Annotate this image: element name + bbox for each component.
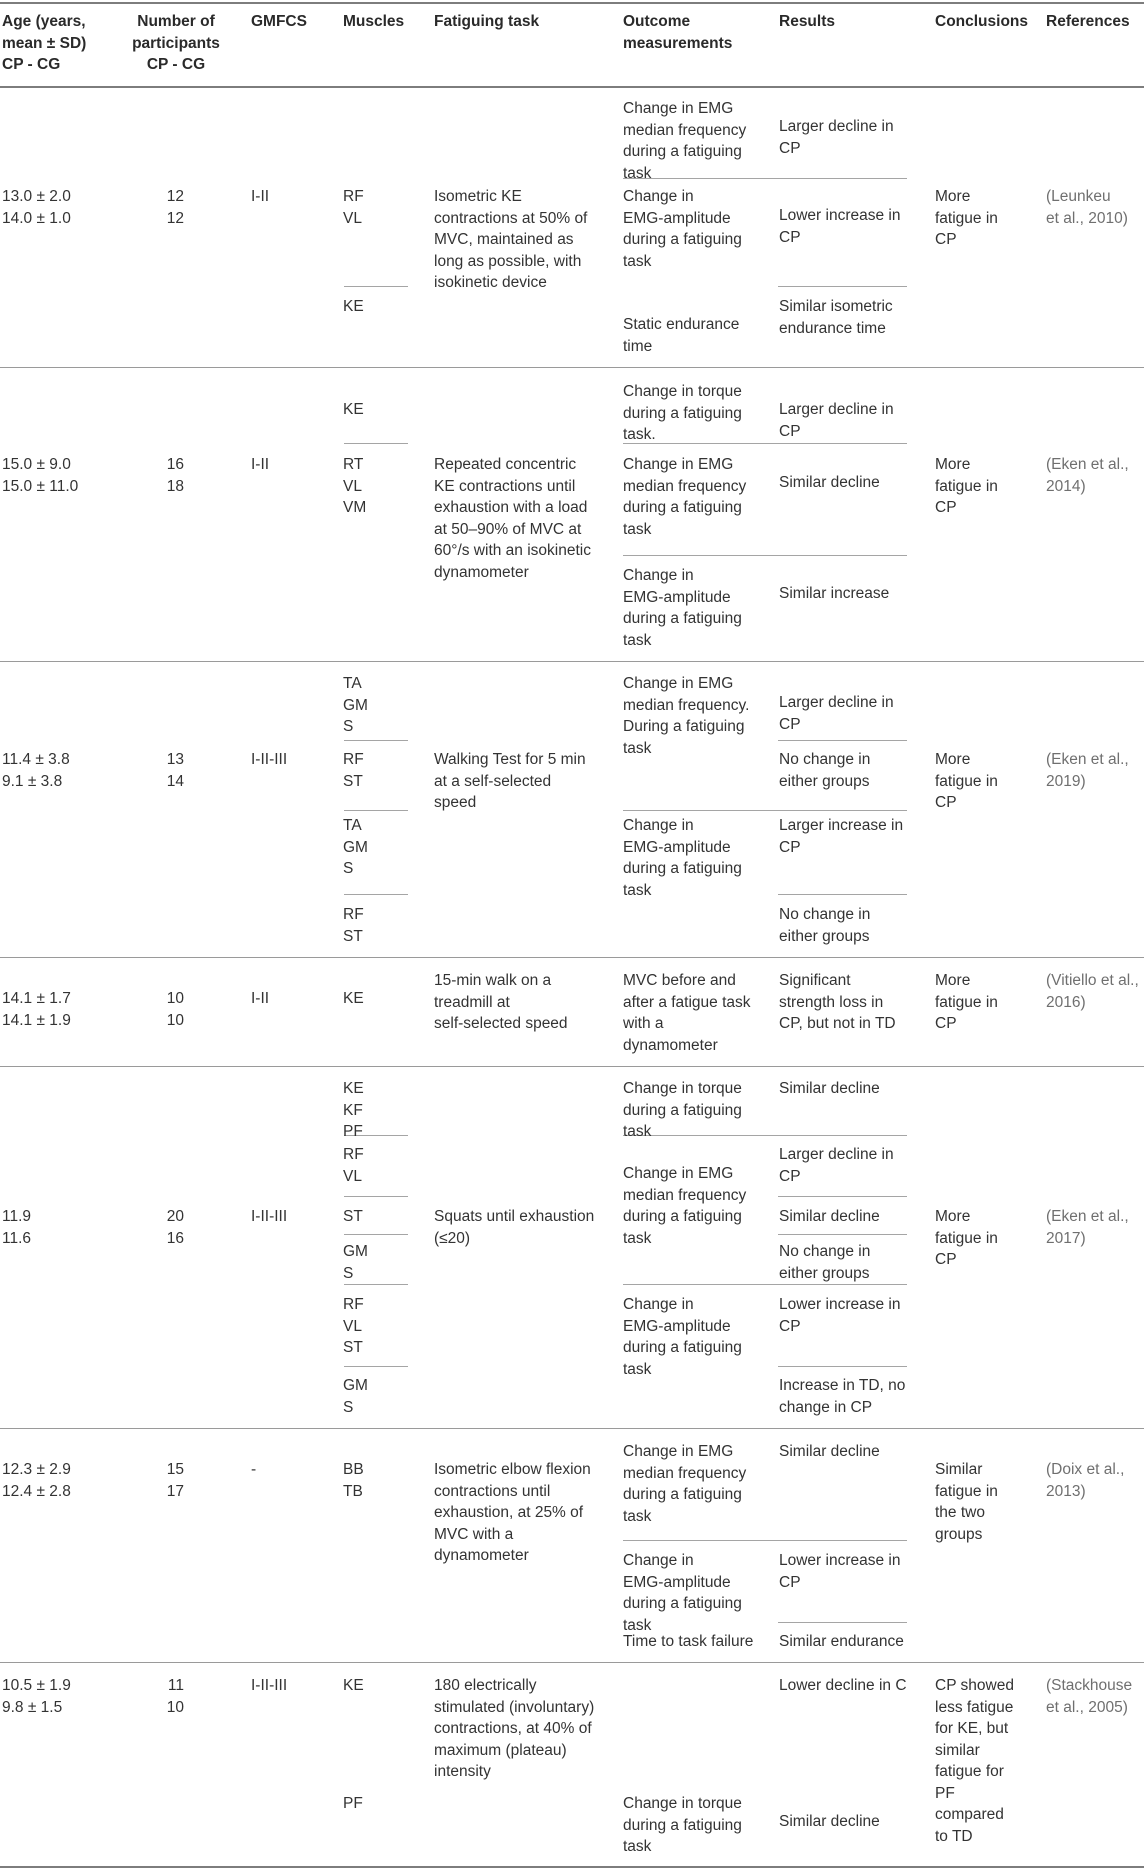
table-top-rule [0, 2, 1144, 4]
reference-link[interactable]: (Eken et al., 2019) [1046, 751, 1129, 790]
reference-link[interactable]: (Vitiello et al., 2016) [1046, 972, 1139, 1011]
sub-divider [778, 1622, 907, 1623]
muscles: RF ST [343, 751, 364, 790]
sub-divider [623, 810, 907, 811]
muscles: TA GM S [343, 675, 368, 735]
result: Similar increase [779, 585, 890, 602]
fatiguing-task: Isometric elbow flexion contractions until exhaustion, at 25% of MVC with a dynamometer [434, 1461, 591, 1564]
gmfcs: I-II-III [251, 1677, 288, 1694]
participants: 15 17 [166, 1461, 184, 1500]
outcome: Change in EMG median frequency during a fatiguing task [623, 456, 747, 538]
conclusion: More fatigue in CP [935, 1208, 998, 1268]
outcome: Time to task failure [623, 1633, 754, 1650]
header-gmfcs: GMFCS [251, 13, 307, 30]
sub-divider [623, 1284, 907, 1285]
table-bottom-rule [0, 1866, 1144, 1868]
muscles: GM S [343, 1377, 368, 1416]
outcome: Change in EMG-amplitude during a fatiguing task [623, 1552, 742, 1634]
conclusion: CP showed less fatigue for KE, but similar fatigue for PF compared to TD [935, 1677, 1014, 1845]
sub-divider [778, 1366, 907, 1367]
muscles: RF VL ST [343, 1296, 364, 1356]
conclusion: Similar fatigue in the two groups [935, 1461, 998, 1543]
gmfcs: I-II [251, 990, 270, 1007]
muscles: GM S [343, 1243, 368, 1282]
gmfcs: - [251, 1461, 257, 1478]
sub-divider [344, 1196, 408, 1197]
muscles: BB TB [343, 1461, 364, 1500]
muscles: RF VL [343, 188, 364, 227]
participants: 20 16 [166, 1208, 184, 1247]
participants: 12 12 [166, 188, 184, 227]
sub-divider [344, 810, 408, 811]
result: Similar decline [779, 1208, 880, 1225]
outcome: Change in torque during a fatiguing task [623, 1080, 742, 1140]
age: 12.3 ± 2.9 12.4 ± 2.8 [2, 1461, 71, 1500]
sub-divider [778, 1234, 907, 1235]
muscles: ST [343, 1208, 363, 1225]
sub-divider [344, 1234, 408, 1235]
result: Lower increase in CP [779, 1552, 901, 1591]
row-rule [0, 1066, 1144, 1067]
outcome: Change in EMG-amplitude during a fatiguing task [623, 817, 742, 899]
result: Similar decline [779, 1443, 880, 1460]
sub-divider [623, 1540, 907, 1541]
row-rule [0, 957, 1144, 958]
header-participants: Number of participants CP - CG [132, 13, 220, 73]
result: No change in either groups [779, 751, 871, 790]
outcome: Change in EMG median frequency. During a fatiguing task [623, 675, 750, 757]
header-conclusions: Conclusions [935, 13, 1029, 30]
result: Increase in TD, no change in CP [779, 1377, 906, 1416]
fatiguing-task: 180 electrically stimulated (involuntary) contractions, at 40% of maximum (plateau) intensity [434, 1677, 595, 1780]
row-rule [0, 1428, 1144, 1429]
reference-link[interactable]: (Stackhouse et al., 2005) [1046, 1677, 1133, 1716]
header-bottom-rule [0, 86, 1144, 88]
result: Lower increase in CP [779, 1296, 901, 1335]
reference-link[interactable]: (Leunkeu et al., 2010) [1046, 188, 1128, 227]
sub-divider [344, 286, 408, 287]
outcome: Change in EMG median frequency during a fatiguing task [623, 100, 747, 182]
result: Similar isometric endurance time [779, 298, 893, 337]
muscles: RT VL VM [343, 456, 367, 516]
muscles: PF [343, 1795, 363, 1812]
header-outcome: Outcome measurements [623, 13, 733, 52]
muscles: KE [343, 401, 364, 418]
age: 13.0 ± 2.0 14.0 ± 1.0 [2, 188, 71, 227]
result: Lower decline in C [779, 1677, 907, 1694]
muscles: KE [343, 1677, 364, 1694]
fatiguing-task: Repeated concentric KE contractions until exhaustion with a load at 50–90% of MVC at 60°/s with an isokinetic dynamometer [434, 456, 591, 581]
participants: 10 10 [166, 990, 184, 1029]
header-muscles: Muscles [343, 13, 405, 30]
conclusion: More fatigue in CP [935, 751, 998, 811]
sub-divider [344, 1284, 408, 1285]
age: 10.5 ± 1.9 9.8 ± 1.5 [2, 1677, 71, 1716]
outcome: Change in torque during a fatiguing task. [623, 383, 742, 443]
result: Significant strength loss in CP, but not in TD [779, 972, 896, 1032]
age: 15.0 ± 9.0 15.0 ± 11.0 [2, 456, 79, 495]
sub-divider [778, 1196, 907, 1197]
sub-divider [344, 894, 408, 895]
participants: 13 14 [166, 751, 184, 790]
result: Larger increase in CP [779, 817, 904, 856]
fatiguing-task: Isometric KE contractions at 50% of MVC, maintained as long as possible, with isokinetic device [434, 188, 588, 291]
header-results: Results [779, 13, 835, 30]
result: Larger decline in CP [779, 694, 894, 733]
result: Larger decline in CP [779, 401, 894, 440]
header-references: References [1046, 13, 1130, 30]
outcome: Change in EMG median frequency during a fatiguing task [623, 1165, 747, 1247]
result: Larger decline in CP [779, 1146, 894, 1185]
gmfcs: I-II [251, 188, 270, 205]
muscles: RF VL [343, 1146, 364, 1185]
conclusion: More fatigue in CP [935, 188, 998, 248]
row-rule [0, 661, 1144, 662]
header-age: Age (years, mean ± SD) CP - CG [2, 13, 87, 73]
muscles: KE [343, 298, 364, 315]
outcome: Change in EMG-amplitude during a fatiguing task [623, 567, 742, 649]
outcome: Change in EMG-amplitude during a fatiguing task [623, 188, 742, 270]
result: Similar decline [779, 1813, 880, 1830]
age: 14.1 ± 1.7 14.1 ± 1.9 [2, 990, 71, 1029]
sub-divider [344, 443, 408, 444]
result: No change in either groups [779, 1243, 871, 1282]
result: No change in either groups [779, 906, 871, 945]
sub-divider [778, 740, 907, 741]
gmfcs: I-II [251, 456, 270, 473]
age: 11.4 ± 3.8 9.1 ± 3.8 [2, 751, 70, 790]
sub-divider [778, 894, 907, 895]
row-rule [0, 367, 1144, 368]
fatiguing-task: Walking Test for 5 min at a self-selected speed [434, 751, 586, 811]
sub-divider [623, 555, 907, 556]
row-rule [0, 1662, 1144, 1663]
result: Similar decline [779, 474, 880, 491]
result: Lower increase in CP [779, 207, 901, 246]
muscles: KE [343, 990, 364, 1007]
result: Larger decline in CP [779, 118, 894, 157]
reference-link[interactable]: (Eken et al., 2017) [1046, 1208, 1129, 1247]
muscles: RF ST [343, 906, 364, 945]
outcome: MVC before and after a fatigue task with a dynamometer [623, 972, 751, 1054]
muscles: KE KF PF [343, 1080, 364, 1140]
fatiguing-task: Squats until exhaustion (≤20) [434, 1208, 595, 1247]
fatiguing-task: 15-min walk on a treadmill at self-selected speed [434, 972, 568, 1032]
reference-link[interactable]: (Doix et al., 2013) [1046, 1461, 1125, 1500]
participants: 11 10 [166, 1677, 184, 1716]
age: 11.9 11.6 [2, 1208, 32, 1247]
reference-link[interactable]: (Eken et al., 2014) [1046, 456, 1129, 495]
participants: 16 18 [166, 456, 184, 495]
result: Similar endurance [779, 1633, 904, 1650]
sub-divider [778, 286, 907, 287]
outcome: Static endurance time [623, 316, 740, 355]
conclusion: More fatigue in CP [935, 972, 998, 1032]
sub-divider [344, 740, 408, 741]
outcome: Change in torque during a fatiguing task [623, 1795, 742, 1855]
gmfcs: I-II-III [251, 1208, 288, 1225]
outcome: Change in EMG median frequency during a fatiguing task [623, 1443, 747, 1525]
outcome: Change in EMG-amplitude during a fatiguing task [623, 1296, 742, 1378]
sub-divider [344, 1366, 408, 1367]
conclusion: More fatigue in CP [935, 456, 998, 516]
result: Similar decline [779, 1080, 880, 1097]
gmfcs: I-II-III [251, 751, 288, 768]
muscles: TA GM S [343, 817, 368, 877]
header-fatiguing-task: Fatiguing task [434, 13, 540, 30]
